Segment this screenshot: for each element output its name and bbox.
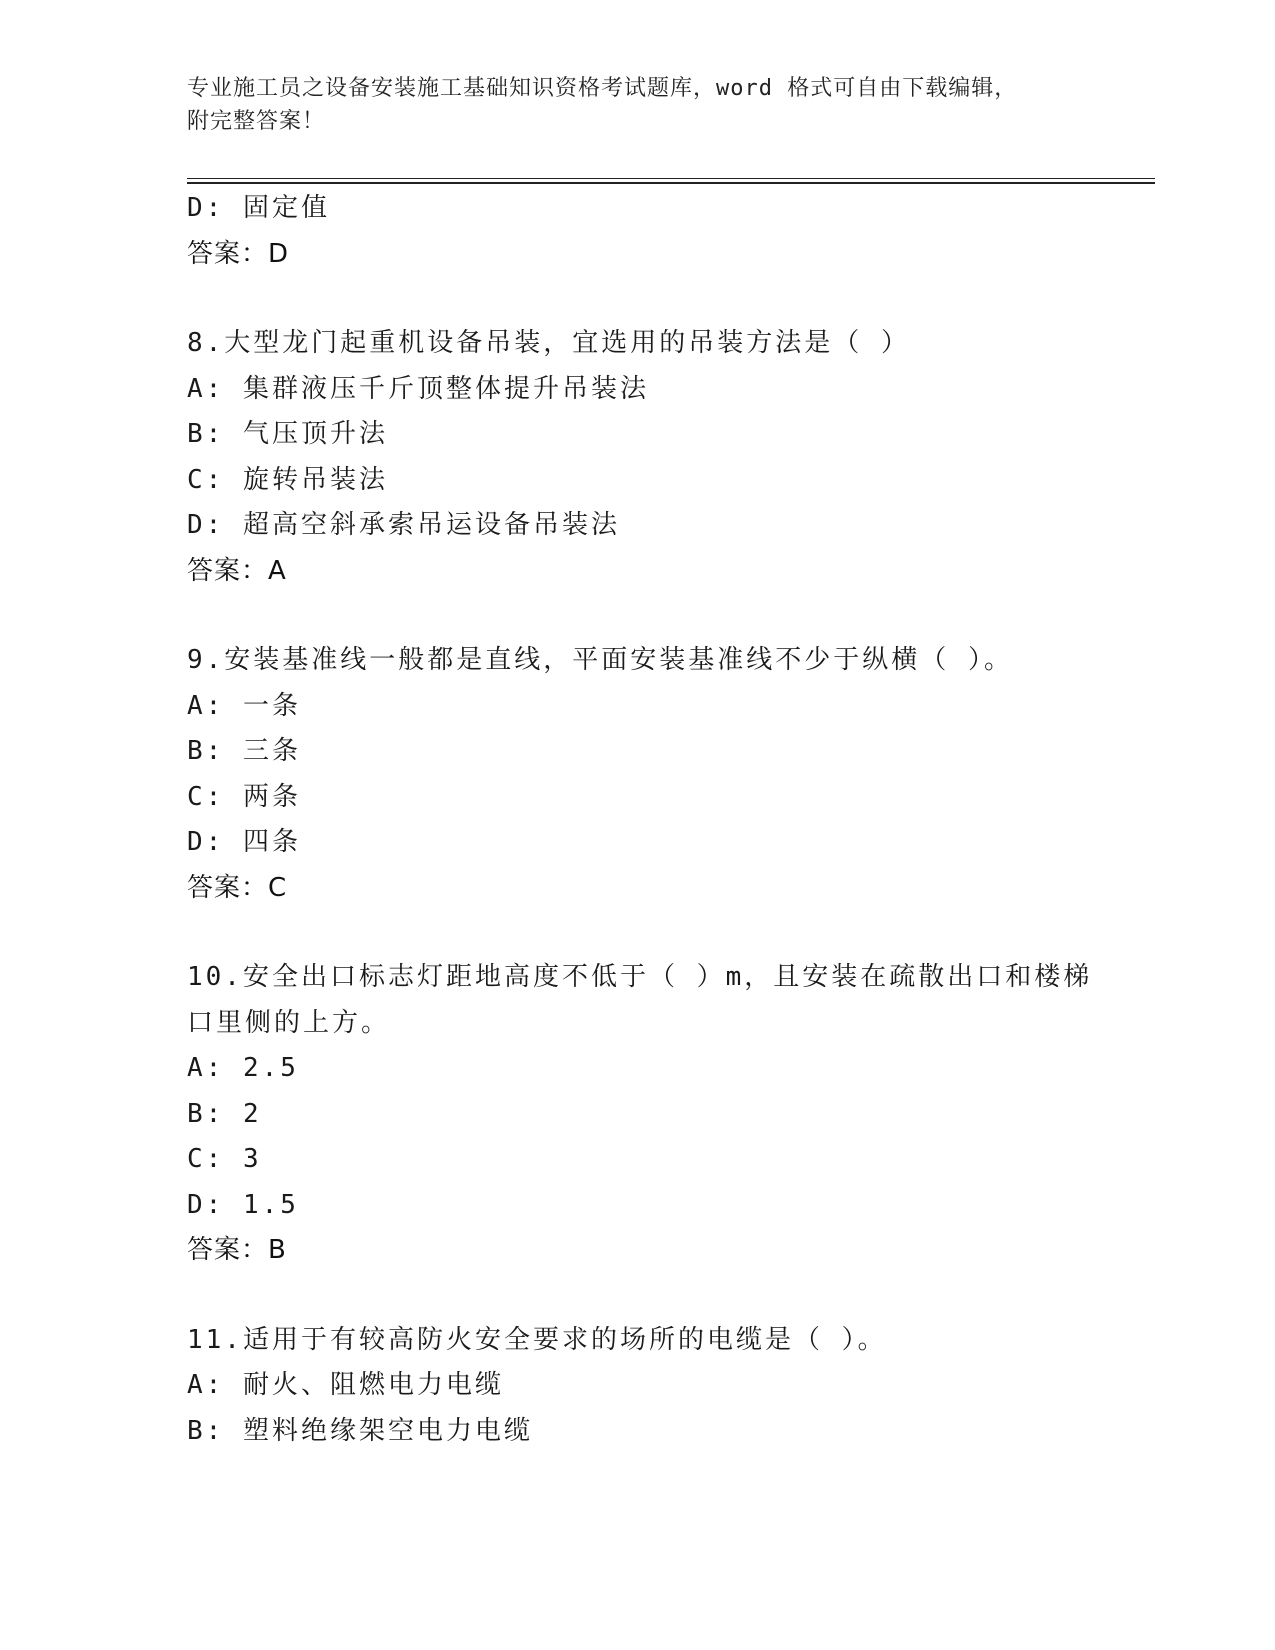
question-stem-line-2: 口里侧的上方。 [187, 1007, 391, 1038]
header-rule-thick [187, 182, 1155, 184]
spacer [187, 277, 1147, 321]
spacer [187, 594, 1147, 638]
option-a: A: 2.5 [187, 1053, 299, 1083]
answer-line: 答案：D [187, 238, 290, 269]
question-8 [187, 321, 1147, 594]
document-header [187, 72, 1087, 138]
option-d: D: 1.5 [187, 1189, 299, 1220]
question-11 [187, 1318, 1147, 1455]
spacer [187, 1274, 1147, 1318]
option-d: D: 固定值 [187, 193, 330, 223]
option-d: D: 四条 [187, 827, 301, 857]
question-9 [187, 638, 1147, 911]
question-list [187, 186, 1147, 1454]
option-c: C: 两条 [187, 781, 301, 812]
option-a: A: 耐火、阻燃电力电缆 [187, 1370, 504, 1400]
answer-line: 答案：A [187, 555, 287, 586]
option-a: A: 集群液压千斤顶整体提升吊装法 [187, 373, 649, 404]
spacer [187, 911, 1147, 955]
header-line-1: 专业施工员之设备安装施工基础知识资格考试题库，word 格式可自由下载编辑， [187, 76, 1018, 101]
option-b: B: 塑料绝缘架空电力电缆 [187, 1415, 533, 1446]
header-line-2: 附完整答案！ [187, 109, 326, 134]
option-b: B: 气压顶升法 [187, 419, 388, 449]
question-stem: 8.大型龙门起重机设备吊装，宜选用的吊装方法是（ ） [187, 328, 910, 358]
option-c: C: 旋转吊装法 [187, 464, 388, 495]
answer-line: 答案：B [187, 1235, 287, 1265]
option-b: B: 三条 [187, 736, 301, 766]
option-a: A: 一条 [187, 690, 301, 721]
option-c: C: 3 [187, 1144, 262, 1174]
previous-question-tail [187, 186, 1147, 277]
question-10 [187, 955, 1147, 1274]
question-stem: 9.安装基准线一般都是直线，平面安装基准线不少于纵横（ ）。 [187, 645, 1013, 675]
answer-line: 答案：C [187, 872, 288, 903]
header-rule-thin [187, 178, 1155, 179]
option-b: B: 2 [187, 1098, 262, 1129]
question-stem: 11.适用于有较高防火安全要求的场所的电缆是（ ）。 [187, 1324, 887, 1355]
question-stem-line-1: 10.安全出口标志灯距地高度不低于（ ）m，且安装在疏散出口和楼梯 [187, 962, 1093, 992]
option-d: D: 超高空斜承索吊运设备吊装法 [187, 510, 620, 540]
